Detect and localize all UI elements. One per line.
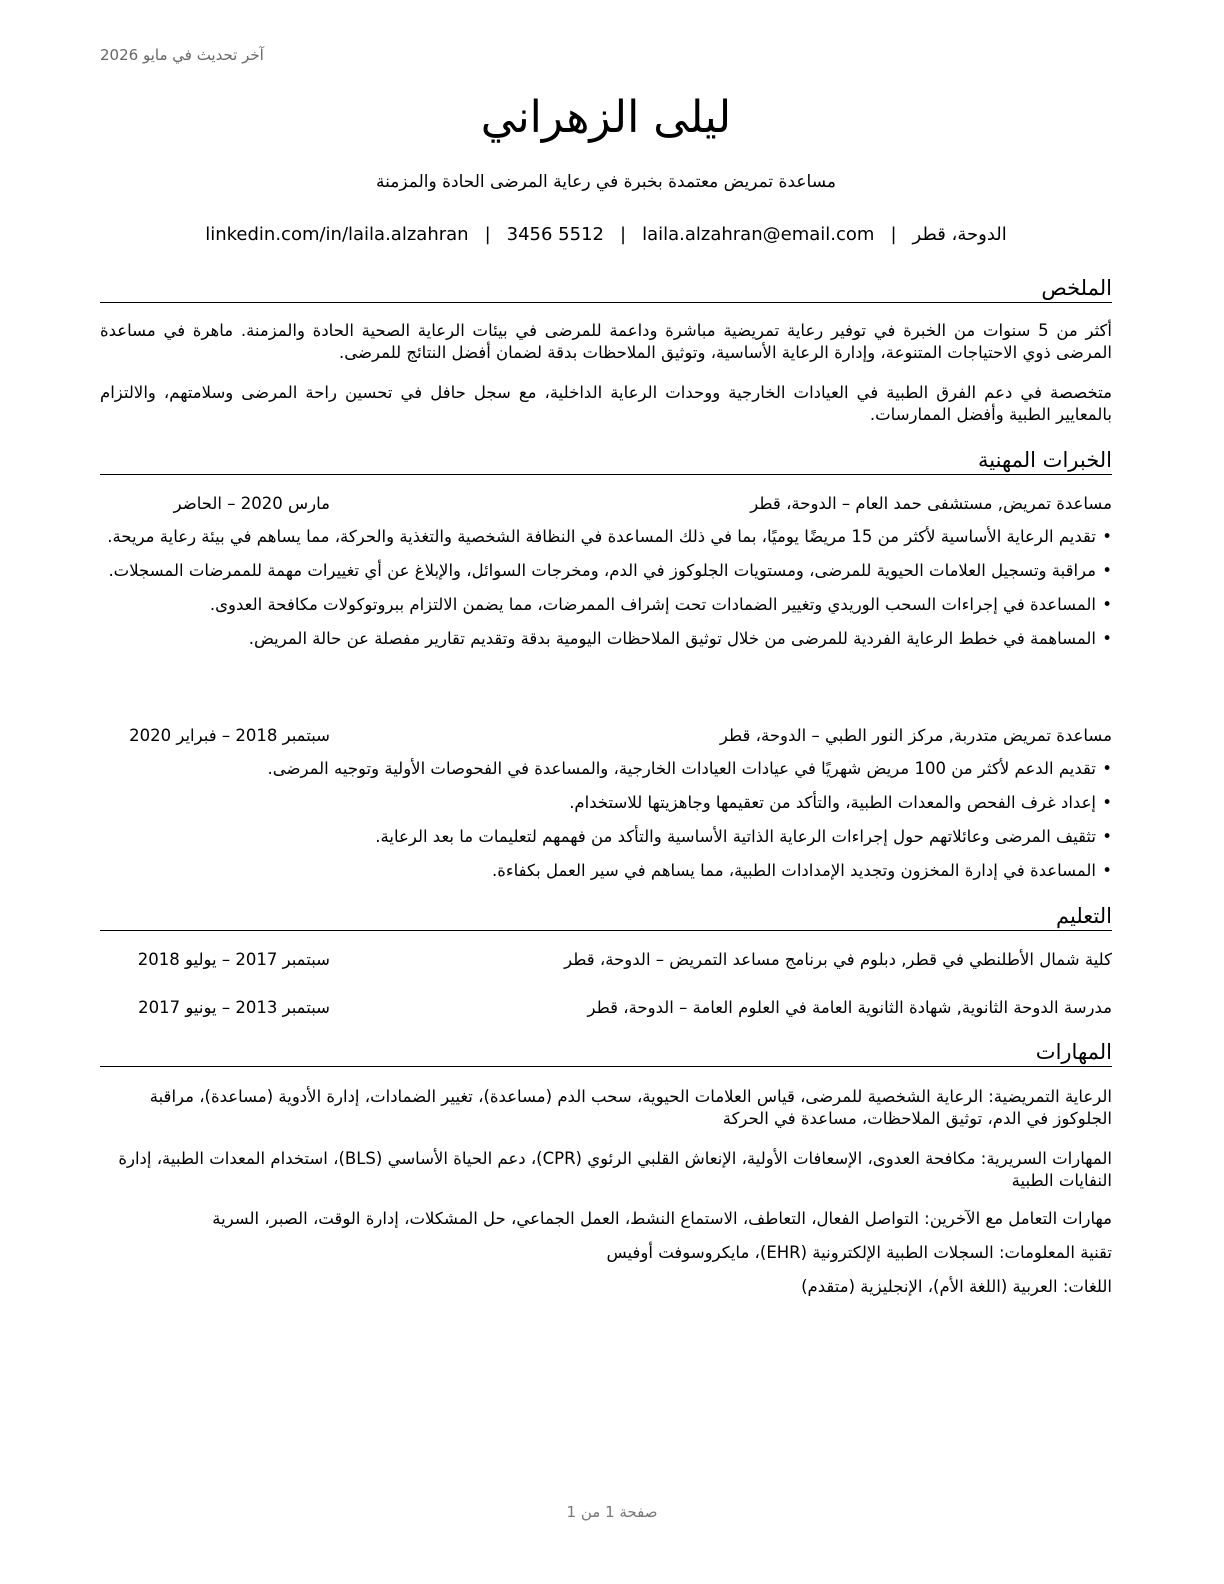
experience-heading: الخبرات المهنية <box>100 448 1112 475</box>
job-bullet: • المساعدة في إدارة المخزون وتجديد الإمدادات الطبية، مما يساهم في سير العمل بكفاءة. <box>100 860 1112 882</box>
job-title: مساعدة تمريض, مستشفى حمد العام – الدوحة، قطر <box>750 494 1112 513</box>
skill-line: اللغات: العربية (اللغة الأم)، الإنجليزية (متقدم) <box>801 1277 1112 1296</box>
contact-separator: | <box>620 224 627 245</box>
contact-location: الدوحة، قطر <box>912 224 1007 245</box>
job-bullet: • المساهمة في خطط الرعاية الفردية للمرضى من خلال توثيق الملاحظات اليومية بدقة وتقديم تقارير مفصلة عن حالة المريض. <box>100 628 1112 650</box>
job-dates: سبتمبر 2018 – فبراير 2020 <box>129 726 330 745</box>
education-institution: مدرسة الدوحة الثانوية, شهادة الثانوية العامة في العلوم العامة – الدوحة، قطر <box>587 998 1112 1017</box>
candidate-name: ليلى الزهراني <box>480 92 732 143</box>
job-header <box>100 494 1112 516</box>
summary-heading: الملخص <box>100 276 1112 303</box>
education-dates: سبتمبر 2013 – يونيو 2017 <box>138 998 330 1017</box>
job-bullet: • تثقيف المرضى وعائلاتهم حول إجراءات الرعاية الذاتية الأساسية والتأكد من فهمهم لتعليمات ما بعد الرعاية. <box>100 826 1112 848</box>
job-bullet: • تقديم الرعاية الأساسية لأكثر من 15 مريضًا يوميًا، بما في ذلك المساعدة في النظافة الشخصية والتغذية والحركة، مما يساهم في بيئة رعاية مريحة. <box>100 526 1112 548</box>
job-title: مساعدة تمريض متدربة, مركز النور الطبي – الدوحة، قطر <box>719 726 1112 745</box>
education-entry <box>100 998 1112 1020</box>
contact-separator: | <box>890 224 897 245</box>
resume-page <box>100 0 1112 1584</box>
contact-linkedin[interactable]: linkedin.com/in/laila.alzahran <box>205 224 469 245</box>
candidate-headline: مساعدة تمريض معتمدة بخبرة في رعاية المرضى الحادة والمزمنة <box>376 172 836 192</box>
summary-paragraph: متخصصة في دعم الفرق الطبية في العيادات الخارجية ووحدات الرعاية الداخلية، مع سجل حافل في تحسين راحة المرضى وسلامتهم، والالتزام بالمعايير الطبية وأفضل الممارسات. <box>100 383 1112 424</box>
education-institution: كلية شمال الأطلنطي في قطر, دبلوم في برنامج مساعد التمريض – الدوحة، قطر <box>564 950 1112 969</box>
job-header <box>100 726 1112 748</box>
contact-phone: 3456 5512 <box>506 224 604 245</box>
skill-line: مهارات التعامل مع الآخرين: التواصل الفعال، التعاطف، الاستماع النشط، العمل الجماعي، حل المشكلات، إدارة الوقت، الصبر، السرية <box>212 1209 1112 1228</box>
job-bullet: • إعداد غرف الفحص والمعدات الطبية، والتأكد من تعقيمها وجاهزيتها للاستخدام. <box>100 792 1112 814</box>
page-number: صفحة 1 من 1 <box>566 1503 658 1521</box>
skill-line: المهارات السريرية: مكافحة العدوى، الإسعافات الأولية، الإنعاش القلبي الرئوي (CPR)، دعم الحياة الأساسي (BLS)، استخدام المعدات الطبية، إدارة النفايات الطبية <box>118 1149 1112 1190</box>
education-entry <box>100 950 1112 972</box>
job-bullets <box>100 526 1112 662</box>
contact-line <box>100 224 1112 245</box>
job-bullet: • تقديم الدعم لأكثر من 100 مريض شهريًا في عيادات العيادات الخارجية، والمساعدة في الفحوصات الأولية وتوجيه المرضى. <box>100 758 1112 780</box>
skills-heading: المهارات <box>100 1040 1112 1067</box>
contact-email[interactable]: laila.alzahran@email.com <box>642 224 875 245</box>
contact-separator: | <box>484 224 491 245</box>
job-bullet: • مراقبة وتسجيل العلامات الحيوية للمرضى، ومستويات الجلوكوز في الدم، ومخرجات السوائل، والإبلاغ عن أي تغييرات مهمة للممرضات المسجلات. <box>100 560 1112 582</box>
education-dates: سبتمبر 2017 – يوليو 2018 <box>137 950 330 969</box>
skill-line: تقنية المعلومات: السجلات الطبية الإلكترونية (EHR)، مايكروسوفت أوفيس <box>606 1243 1112 1262</box>
job-bullet: • المساعدة في إجراءات السحب الوريدي وتغيير الضمادات تحت إشراف الممرضات، مما يضمن الالتزام ببروتوكولات مكافحة العدوى. <box>100 594 1112 616</box>
summary-paragraph: أكثر من 5 سنوات من الخبرة في توفير رعاية تمريضية مباشرة وداعمة للمرضى في بيئات الرعاية الصحية الحادة والمزمنة. ماهرة في مساعدة المرضى ذوي الاحتياجات المتنوعة، وإدارة الرعاية الأساسية، وتوثيق الملاحظات بدقة لضمان أفضل النتائج للمرضى. <box>100 321 1112 362</box>
skill-line: الرعاية التمريضية: الرعاية الشخصية للمرضى، قياس العلامات الحيوية، سحب الدم (مساعدة)، تغيير الضمادات، إدارة الأدوية (مساعدة)، مراقبة الجلوكوز في الدم، توثيق الملاحظات، مساعدة في الحركة <box>149 1087 1112 1128</box>
education-heading: التعليم <box>100 904 1112 931</box>
job-dates: مارس 2020 – الحاضر <box>173 494 330 513</box>
last-updated: آخر تحديث في مايو 2026 <box>100 46 264 64</box>
job-bullets <box>100 758 1112 894</box>
